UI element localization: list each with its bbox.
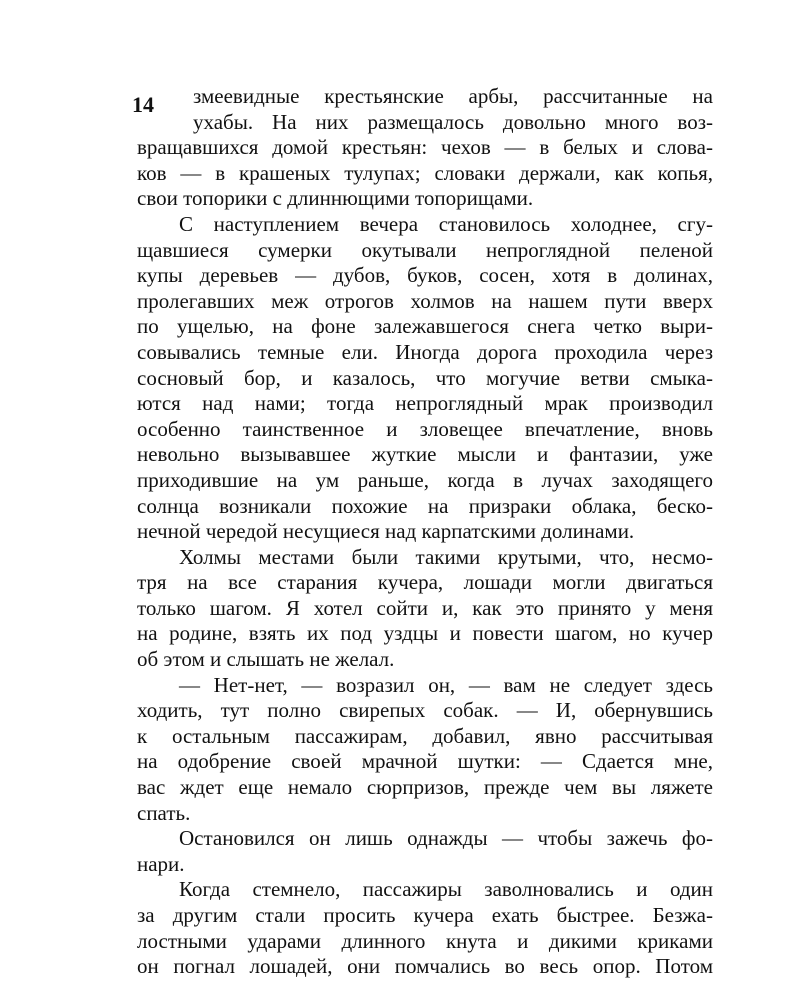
text-line: только шагом. Я хотел сойти и, как это принято у меня [137, 595, 713, 620]
text-line: по ущелью, на фоне залежавшегося снега четко выри- [137, 314, 713, 339]
text-line: купы деревьев — дубов, буков, сосен, хотя в долинах, [137, 263, 713, 288]
text-line: сосновый бор, и казалось, что могучие ветви смыка- [137, 365, 713, 390]
text-line: он погнал лошадей, они помчались во весь опор. Потом [137, 954, 713, 979]
text-line: совывались темные ели. Иногда дорога проходила через [137, 339, 713, 364]
text-line: на родине, взять их под уздцы и повести шагом, но кучер [137, 621, 713, 646]
text-line: спать. [137, 800, 191, 825]
text-line: нари. [137, 851, 185, 876]
page-number: 14 [132, 92, 154, 117]
text-line: — Нет-нет, — возразил он, — вам не следует здесь [179, 672, 713, 697]
text-line: к остальным пассажирам, добавил, явно рассчитывая [137, 723, 713, 748]
text-line: ков — в крашеных тулупах; словаки держали, как копья, [137, 160, 713, 185]
text-line: змеевидные крестьянские арбы, рассчитанные на [193, 84, 713, 108]
text-line: за другим стали просить кучера ехать быстрее. Безжа- [137, 903, 713, 927]
text-line: тря на все старания кучера, лошади могли двигаться [137, 570, 713, 595]
text-line: щавшиеся сумерки окутывали непроглядной пеленой [137, 237, 713, 262]
text-line: свои топорики с длиннющими топорищами. [137, 186, 534, 211]
text-line: лостными ударами длинного кнута и дикими криками [137, 928, 713, 953]
text-line: С наступлением вечера становилось холоднее, сгу- [179, 211, 713, 236]
text-line: Когда стемнело, пассажиры заволновались и один [179, 877, 713, 902]
text-line: на одобрение своей мрачной шутки: — Сдается мне, [137, 749, 713, 774]
text-line: особенно таинственное и зловещее впечатление, вновь [137, 416, 713, 441]
text-line: вращавшихся домой крестьян: чехов — в белых и слова- [137, 135, 713, 160]
text-line: ухабы. На них размещалось довольно много воз- [193, 109, 713, 134]
text-line: вас ждет еще немало сюрпризов, прежде чем вы ляжете [137, 775, 713, 800]
text-line: невольно вызывавшее жуткие мысли и фантазии, уже [137, 442, 713, 467]
text-line: об этом и слышать не желал. [137, 647, 395, 672]
text-line: ются над нами; тогда непроглядный мрак производил [137, 391, 713, 416]
text-line: ходить, тут полно свирепых собак. — И, обернувшись [137, 698, 713, 723]
body-text [137, 84, 713, 980]
text-line: Остановился он лишь однажды — чтобы зажечь фо- [179, 826, 713, 851]
text-line: солнца возникали похожие на призраки облака, беско- [137, 493, 713, 518]
text-line: Холмы местами были такими крутыми, что, несмо- [179, 544, 713, 569]
text-line: нечной чередой несущиеся над карпатскими долинами. [137, 519, 635, 544]
text-line: приходившие на ум раньше, когда в лучах заходящего [137, 467, 713, 492]
text-line: пролегавших меж отрогов холмов на нашем пути вверх [137, 288, 713, 313]
